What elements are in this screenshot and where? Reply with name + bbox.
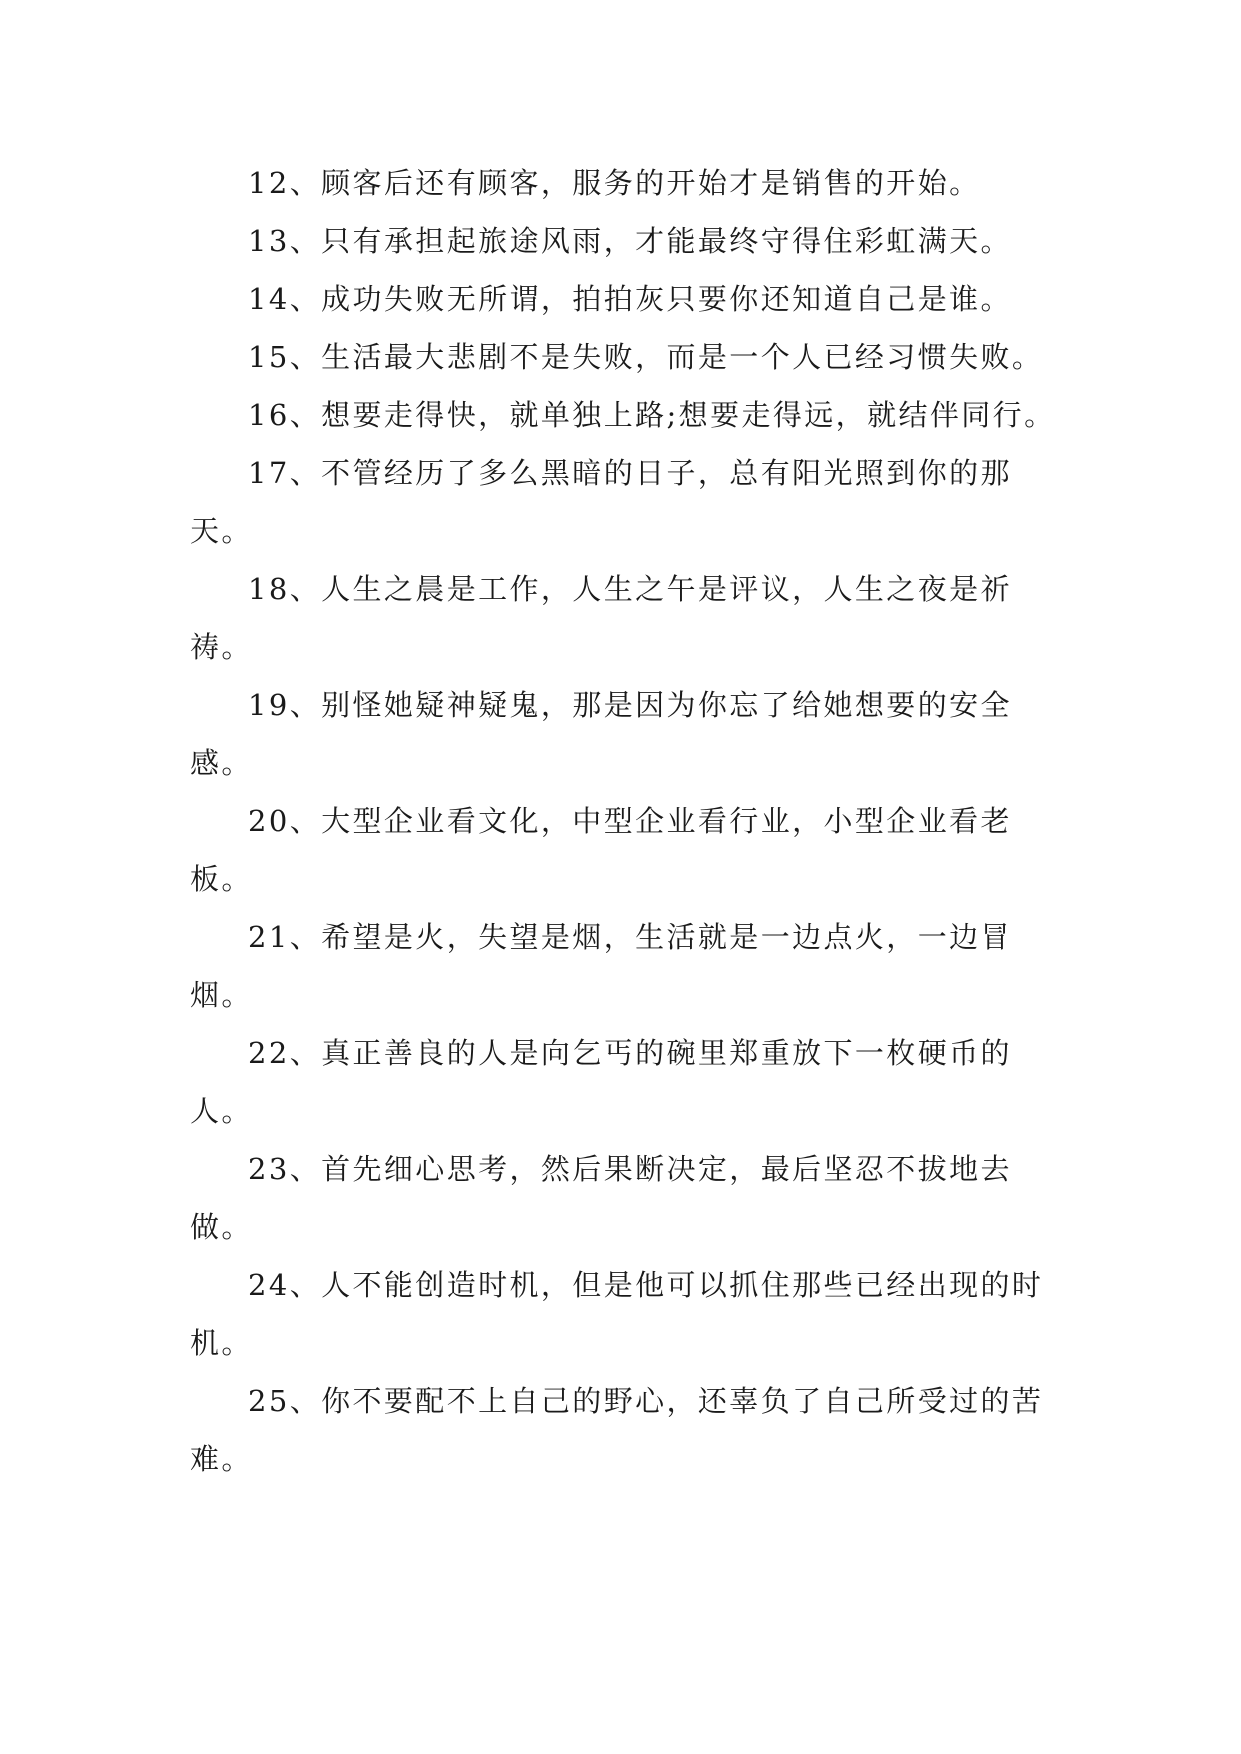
paragraph: 13、只有承担起旅途风雨，才能最终守得住彩虹满天。 [248,224,1012,258]
paragraph: 12、顾客后还有顾客，服务的开始才是销售的开始。 [248,166,981,200]
paragraph: 25、你不要配不上自己的野心，还辜负了自己所受过的苦难。 [190,1384,1044,1476]
paragraph: 24、人不能创造时机，但是他可以抓住那些已经出现的时机。 [190,1268,1044,1360]
paragraph: 16、想要走得快，就单独上路;想要走得远，就结伴同行。 [248,398,1056,432]
paragraph: 23、首先细心思考，然后果断决定，最后坚忍不拔地去做。 [190,1152,1012,1244]
paragraph: 19、别怪她疑神疑鬼，那是因为你忘了给她想要的安全感。 [190,688,1012,780]
paragraph: 22、真正善良的人是向乞丐的碗里郑重放下一枚硬币的人。 [190,1036,1012,1128]
document-body [190,154,1058,1488]
paragraph: 15、生活最大悲剧不是失败，而是一个人已经习惯失败。 [248,340,1044,374]
paragraph: 20、大型企业看文化，中型企业看行业，小型企业看老板。 [190,804,1012,896]
paragraph: 14、成功失败无所谓，拍拍灰只要你还知道自己是谁。 [248,282,1012,316]
paragraph: 21、希望是火，失望是烟，生活就是一边点火，一边冒烟。 [190,920,1012,1012]
paragraph: 17、不管经历了多么黑暗的日子，总有阳光照到你的那天。 [190,456,1012,548]
paragraph: 18、人生之晨是工作，人生之午是评议，人生之夜是祈祷。 [190,572,1012,664]
